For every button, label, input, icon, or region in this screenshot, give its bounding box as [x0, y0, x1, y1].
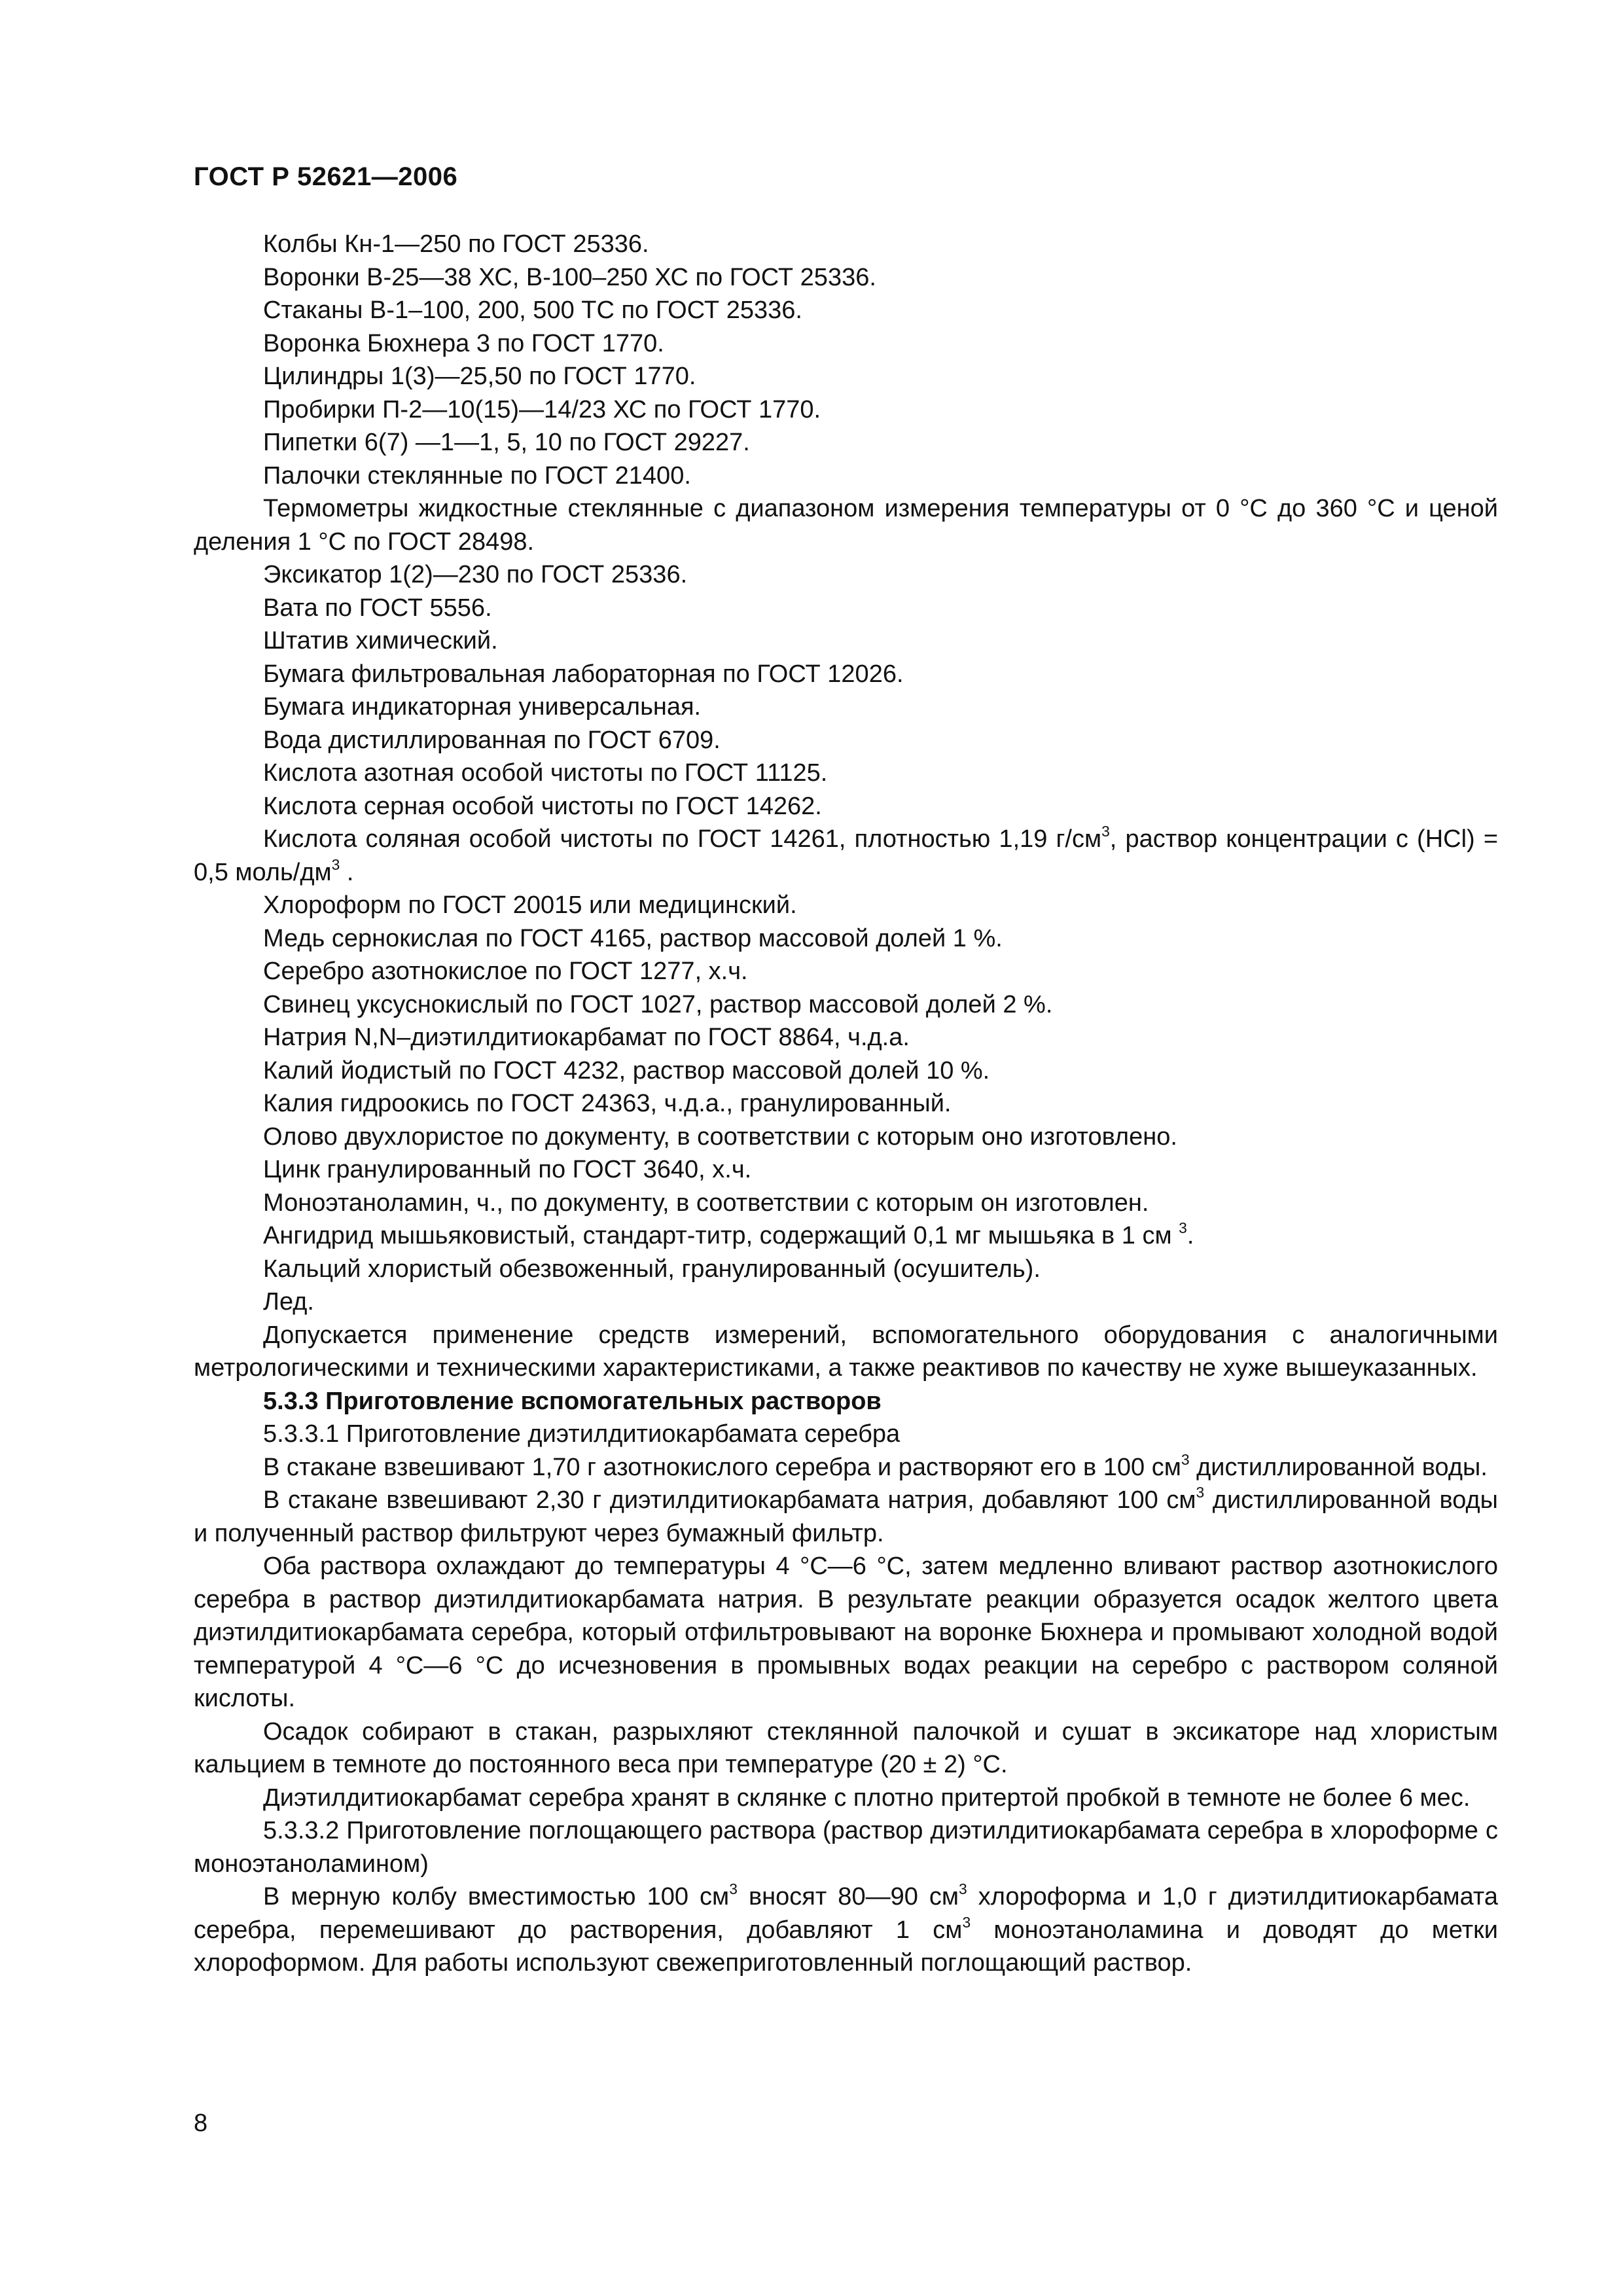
paragraph: Штатив химический.	[263, 627, 498, 655]
document-body	[194, 228, 1498, 1980]
paragraph: Калий йодистый по ГОСТ 4232, раствор массовой долей 10 %.	[263, 1056, 990, 1085]
paragraph: Вода дистиллированная по ГОСТ 6709.	[263, 726, 721, 754]
paragraph: Цинк гранулированный по ГОСТ 3640, х.ч.	[263, 1156, 752, 1183]
paragraph: Допускается применение средств измерений, вспомогательного оборудования с аналогичными метрологическими и техническими характеристиками, а также реактивов по качеству не хуже вышеуказанных.	[194, 1321, 1498, 1382]
paragraph: Ангидрид мышьяковистый, стандарт-титр, содержащий 0,1 мг мышьяка в 1 см $^3$.	[263, 1219, 1194, 1249]
paragraph: Пипетки 6(7) —1—1, 5, 10 по ГОСТ 29227.	[263, 429, 750, 456]
paragraph: Моноэтаноламин, ч., по документу, в соответствии с которым он изготовлен.	[263, 1189, 1149, 1217]
paragraph: Бумага фильтровальная лабораторная по ГОСТ 12026.	[263, 660, 904, 688]
paragraph: Медь сернокислая по ГОСТ 4165, раствор массовой долей 1 %.	[263, 924, 1003, 952]
subsection-heading: 5.3.3.1 Приготовление диэтилдитиокарбамата серебра	[263, 1420, 901, 1448]
paragraph: Лед.	[263, 1288, 314, 1316]
paragraph: Палочки стеклянные по ГОСТ 21400.	[263, 461, 691, 490]
paragraph: Вата по ГОСТ 5556.	[263, 594, 492, 622]
paragraph: Серебро азотнокислое по ГОСТ 1277, х.ч.	[263, 958, 748, 985]
paragraph: Натрия N,N–диэтилдитиокарбамат по ГОСТ 8864, ч.д.а.	[263, 1024, 910, 1051]
paragraph: Термометры жидкостные стеклянные с диапазоном измерения температуры от 0 °С до 360 °С и ценой деления 1 °С по ГОСТ 28498.	[194, 495, 1498, 556]
section-heading: 5.3.3 Приготовление вспомогательных растворов	[263, 1387, 882, 1415]
paragraph: Эксикатор 1(2)—230 по ГОСТ 25336.	[263, 561, 688, 588]
page-number: 8	[194, 2109, 208, 2137]
document-header: ГОСТ Р 52621—2006	[194, 162, 458, 191]
paragraph: Бумага индикаторная универсальная.	[263, 693, 702, 721]
paragraph: Свинец уксуснокислый по ГОСТ 1027, раствор массовой долей 2 %.	[263, 990, 1053, 1018]
paragraph: Цилиндры 1(3)—25,50 по ГОСТ 1770.	[263, 363, 696, 390]
paragraph: Диэтилдитиокарбамат серебра хранят в склянке с плотно притертой пробкой в темноте не более 6 мес.	[263, 1784, 1471, 1812]
paragraph: Пробирки П-2—10(15)—14/23 ХС по ГОСТ 1770.	[263, 395, 821, 423]
paragraph: Калия гидроокись по ГОСТ 24363, ч.д.а., гранулированный.	[263, 1090, 952, 1117]
paragraph: Хлороформ по ГОСТ 20015 или медицинский.	[263, 891, 797, 919]
paragraph: Осадок собирают в стакан, разрыхляют стеклянной палочкой и сушат в эксикаторе над хлористым кальцием в темноте до постоянного веса при температуре (20 ± 2) °С.	[194, 1717, 1498, 1778]
subsection-heading: 5.3.3.2 Приготовление поглощающего раствора (раствор диэтилдитиокарбамата серебра в хлороформе с моноэтаноламином)	[194, 1817, 1498, 1878]
paragraph: В стакане взвешивают 2,30 г диэтилдитиокарбамата натрия, добавляют 100 $см^3$ дистиллированной воды и полученный раствор фильтруют через бумажный фильтр.	[194, 1484, 1498, 1547]
paragraph: В мерную колбу вместимостью 100 $см^3$ вносят 80—90 $см^3$ хлороформа и 1,0 г диэтилдитиокарбамата серебра, перемешивают до растворения, добавляют 1 $см^3$ моноэтаноламина и доводят до метки хлороформом. Для работы используют свежеприготовленный поглощающий раствор.	[194, 1880, 1499, 1977]
paragraph: Кальций хлористый обезвоженный, гранулированный (осушитель).	[263, 1255, 1041, 1283]
paragraph: Кислота серная особой чистоты по ГОСТ 14262.	[263, 792, 822, 820]
paragraph: Воронка Бюхнера 3 по ГОСТ 1770.	[263, 329, 664, 357]
paragraph: Кислота азотная особой чистоты по ГОСТ 11125.	[263, 759, 828, 787]
paragraph: Оба раствора охлаждают до температуры 4 °С—6 °С, затем медленно вливают раствор азотнокислого серебра в раствор диэтилдитиокарбамата натрия. В результате реакции образуется осадок желтого цвета диэтилдитиокарбамата серебра, который отфильтровывают на воронке Бюхнера и промывают холодной водой температурой 4 °С—6 °С до исчезновения в промывных водах реакции на серебро с раствором соляной кислоты.	[194, 1552, 1498, 1712]
paragraph: Стаканы В-1–100, 200, 500 ТС по ГОСТ 25336.	[263, 296, 802, 324]
paragraph: Колбы Кн-1—250 по ГОСТ 25336.	[263, 230, 649, 258]
paragraph: Олово двухлористое по документу, в соответствии с которым оно изготовлено.	[263, 1122, 1177, 1151]
paragraph: В стакане взвешивают 1,70 г азотнокислого серебра и растворяют его в 100 $см^3$ дистиллированной воды.	[263, 1450, 1488, 1481]
paragraph: Воронки В-25—38 ХС, В-100–250 ХС по ГОСТ 25336.	[263, 263, 876, 291]
paragraph: Кислота соляная особой чистоты по ГОСТ 14261, плотностью 1,19 $г/см^3$, раствор концентрации с (HCl) = 0,5 моль/$дм^3$ .	[194, 823, 1499, 886]
